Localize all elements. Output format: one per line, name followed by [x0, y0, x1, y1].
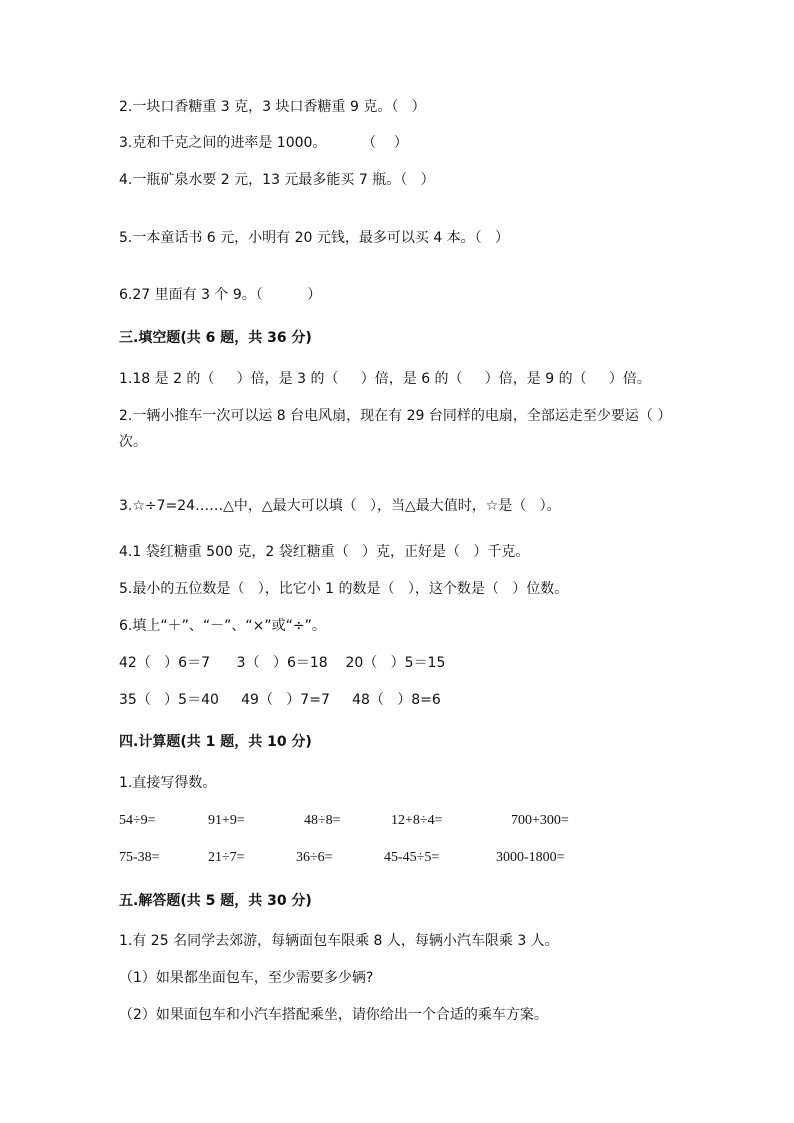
- calc-item: 36÷6=: [296, 850, 333, 865]
- judge-question-5: 5.一本童话书 6 元，小明有 20 元钱，最多可以买 4 本。（ ）: [119, 230, 510, 246]
- calc-item: 45-45÷5=: [384, 850, 440, 865]
- calc-item: 75-38=: [119, 850, 160, 865]
- solve-subquestion-2: （2）如果面包车和小汽车搭配乘坐，请你给出一个合适的乘车方案。: [119, 1007, 548, 1023]
- judge-question-4: 4.一瓶矿泉水要 2 元，13 元最多能买 7 瓶。（ ）: [119, 172, 435, 188]
- solve-question-1: 1.有 25 名同学去郊游，每辆面包车限乘 8 人，每辆小汽车限乘 3 人。: [119, 933, 559, 949]
- calc-item: 21÷7=: [208, 850, 245, 865]
- judge-question-2: 2.一块口香糖重 3 克，3 块口香糖重 9 克。（ ）: [119, 99, 426, 115]
- judge-question-6: 6.27 里面有 3 个 9。（ ）: [119, 287, 322, 303]
- fill-question-5: 5.最小的五位数是（ ），比它小 1 的数是（ ），这个数是（ ）位数。: [119, 581, 569, 597]
- judge-question-3: 3.克和千克之间的进率是 1000。 （ ）: [119, 135, 408, 151]
- fill-question-2: 2.一辆小推车一次可以运 8 台电风扇，现在有 29 台同样的电扇，全部运走至少要运（ ）次。: [119, 408, 672, 450]
- fill-operator-row-1: 42（ ）6＝7 3（ ）6＝18 20（ ）5＝15: [119, 655, 446, 671]
- fill-question-3: 3.☆÷7=24……△中，△最大可以填（ ），当△最大值时，☆是（ ）。: [119, 498, 561, 514]
- calc-item: 91+9=: [208, 813, 245, 828]
- solve-section-heading: 五.解答题(共 5 题，共 30 分): [119, 893, 312, 909]
- calc-item: 3000-1800=: [496, 850, 565, 865]
- calc-item: 54÷9=: [119, 813, 156, 828]
- calc-section-heading: 四.计算题(共 1 题，共 10 分): [119, 734, 312, 750]
- calc-item: 700+300=: [511, 813, 569, 828]
- fill-question-6: 6.填上“＋”、“－”、“×”或“÷”。: [119, 618, 326, 634]
- fill-question-1: 1.18 是 2 的（ ）倍，是 3 的（ ）倍，是 6 的（ ）倍，是 9 的（ ）倍。: [119, 371, 651, 387]
- calc-question-1: 1.直接写得数。: [119, 775, 217, 791]
- calc-item: 12+8÷4=: [391, 813, 443, 828]
- fill-question-4: 4.1 袋红糖重 500 克，2 袋红糖重（ ）克，正好是（ ）千克。: [119, 544, 530, 560]
- solve-subquestion-1: （1）如果都坐面包车，至少需要多少辆?: [119, 970, 374, 986]
- fill-section-heading: 三.填空题(共 6 题，共 36 分): [119, 330, 312, 346]
- calc-item: 48÷8=: [304, 813, 341, 828]
- fill-operator-row-2: 35（ ）5＝40 49（ ）7=7 48（ ）8=6: [119, 692, 441, 708]
